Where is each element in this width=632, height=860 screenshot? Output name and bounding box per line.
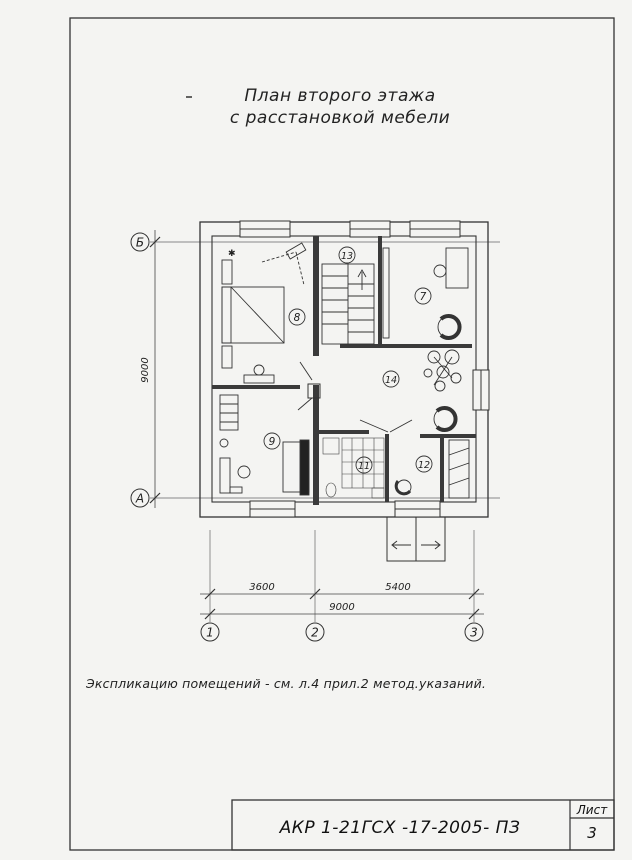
axis-label-a: А <box>135 491 145 506</box>
sheet-label: Лист <box>576 803 608 817</box>
axis-label-1: 1 <box>206 625 214 640</box>
plan-title-line1: План второго этажа <box>244 86 436 106</box>
axis-label-3: 3 <box>470 625 478 640</box>
room-12-furniture <box>396 440 469 498</box>
stairs <box>322 264 374 344</box>
axis-label-b: Б <box>135 235 145 250</box>
room-9-furniture <box>220 395 309 495</box>
hall-furniture <box>298 350 461 432</box>
bathroom-11 <box>323 438 384 498</box>
room-number-9: 9 <box>268 436 276 448</box>
room-number-7: 7 <box>419 291 427 303</box>
axis-label-2: 2 <box>311 625 319 640</box>
dimension-total: 9000 <box>329 602 355 613</box>
room-number-14: 14 <box>384 375 398 386</box>
entrance-porch <box>387 517 445 561</box>
room-number-13: 13 <box>340 251 354 262</box>
room-number-12: 12 <box>417 460 431 471</box>
document-code: АКР 1-21ГСХ -17-2005- ПЗ <box>279 818 521 838</box>
dimension-height: 9000 <box>140 357 151 383</box>
room-number-8: 8 <box>293 312 301 324</box>
dimension-span-right: 5400 <box>385 582 411 593</box>
explication-note: Экспликацию помещений - см. л.4 прил.2 метод.указаний. <box>86 676 487 691</box>
svg-text:✱: ✱ <box>228 249 236 259</box>
sheet-number: 3 <box>587 824 597 842</box>
plan-title-line2: с расстановкой мебели <box>229 108 451 128</box>
room-number-11: 11 <box>357 461 371 472</box>
dimension-span-left: 3600 <box>249 582 275 593</box>
